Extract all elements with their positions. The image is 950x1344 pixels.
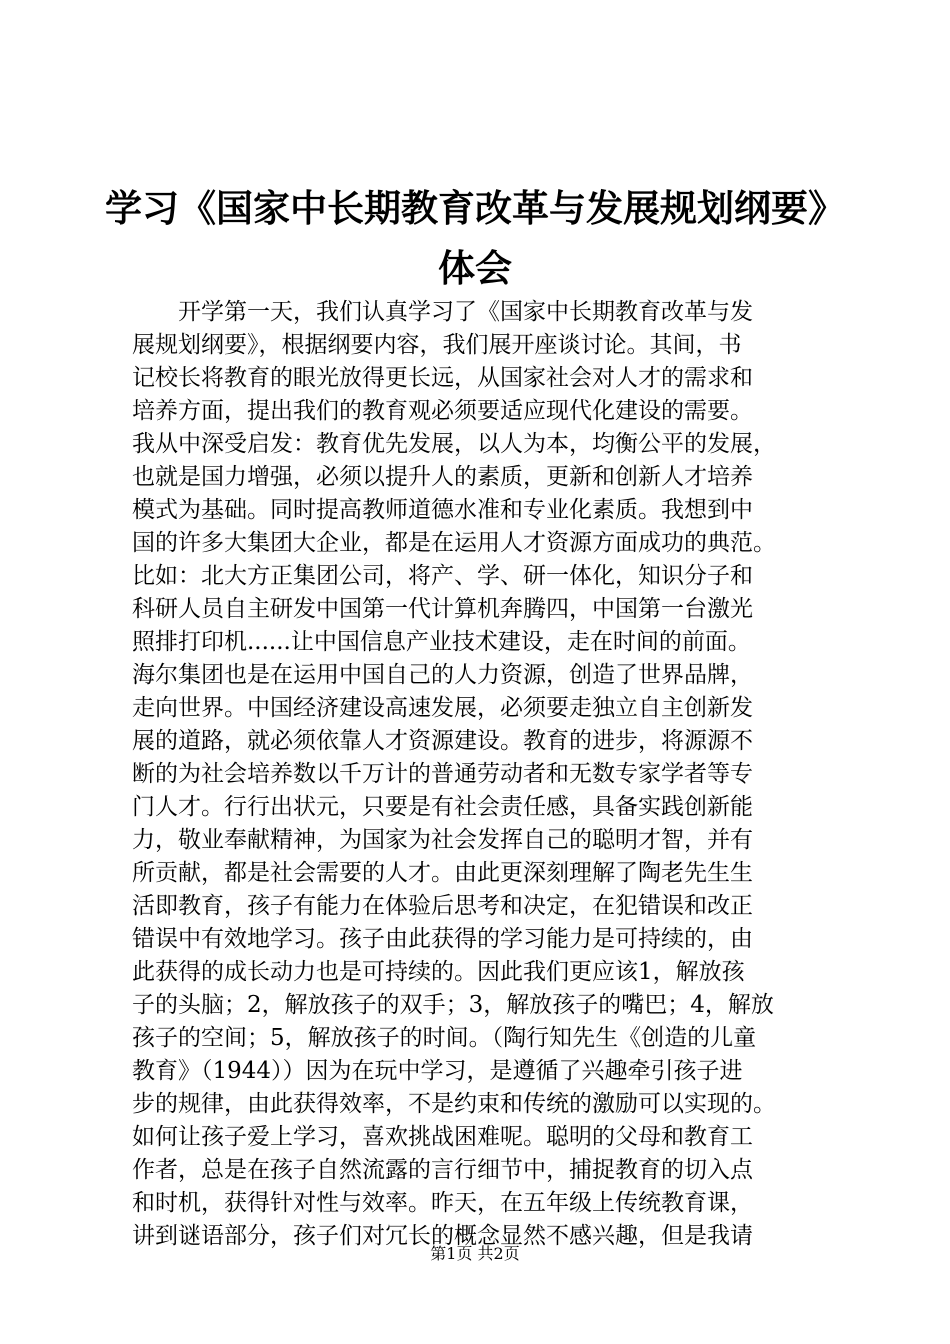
body-paragraph: [132, 296, 852, 1253]
body-line: 子的头脑；2，解放孩子的双手；3，解放孩子的嘴巴；4，解放: [132, 992, 774, 1018]
body-line: 开学第一天，我们认真学习了《国家中长期教育改革与发: [132, 299, 753, 325]
body-line: 门人才。行行出状元，只要是有社会责任感，具备实践创新能: [132, 794, 753, 820]
body-line: 展的道路，就必须依靠人才资源建设。教育的进步，将源源不: [132, 728, 753, 754]
body-line: 断的为社会培养数以千万计的普通劳动者和无数专家学者等专: [132, 761, 753, 787]
body-line: 如何让孩子爱上学习，喜欢挑战困难呢。聪明的父母和教育工: [132, 1124, 753, 1150]
body-line: 国的许多大集团大企业，都是在运用人才资源方面成功的典范。: [132, 530, 776, 556]
body-line: 展规划纲要》，根据纲要内容，我们展开座谈讨论。其间，书: [132, 332, 742, 358]
body-line: 力，敬业奉献精神，为国家为社会发挥自己的聪明才智，并有: [132, 827, 753, 853]
body-line: 培养方面，提出我们的教育观必须要适应现代化建设的需要。: [132, 398, 753, 424]
body-line: 错误中有效地学习。孩子由此获得的学习能力是可持续的，由: [132, 926, 753, 952]
document-title-continuation: 体会: [438, 246, 512, 290]
body-line: 讲到谜语部分，孩子们对冗长的概念显然不感兴趣，但是我请: [132, 1223, 753, 1249]
body-line: 孩子的空间；5，解放孩子的时间。（陶行知先生《创造的儿童: [132, 1025, 757, 1051]
body-line: 科研人员自主研发中国第一代计算机奔腾四，中国第一台激光: [132, 596, 753, 622]
body-line: 作者，总是在孩子自然流露的言行细节中，捕捉教育的切入点: [132, 1157, 753, 1183]
body-line: 和时机，获得针对性与效率。昨天，在五年级上传统教育课，: [132, 1190, 753, 1216]
body-line: 照排打印机......让中国信息产业技术建设，走在时间的前面。: [132, 629, 751, 655]
body-line: 也就是国力增强，必须以提升人的素质，更新和创新人才培养: [132, 464, 753, 490]
body-line: 所贡献，都是社会需要的人才。由此更深刻理解了陶老先生生: [132, 860, 753, 886]
body-line: 模式为基础。同时提高教师道德水准和专业化素质。我想到中: [132, 497, 753, 523]
body-line: 我从中深受启发：教育优先发展，以人为本，均衡公平的发展，: [132, 431, 776, 457]
document-title: 学习《国家中长期教育改革与发展规划纲要》: [105, 186, 845, 230]
page-number-footer: 第1页 共2页: [430, 1244, 520, 1263]
body-line: 步的规律，由此获得效率，不是约束和传统的激励可以实现的。: [132, 1091, 776, 1117]
body-line: 记校长将教育的眼光放得更长远，从国家社会对人才的需求和: [132, 365, 753, 391]
body-line: 活即教育，孩子有能力在体验后思考和决定，在犯错误和改正: [132, 893, 753, 919]
body-line: 走向世界。中国经济建设高速发展，必须要走独立自主创新发: [132, 695, 753, 721]
body-line: 教育》（1944））因为在玩中学习，是遵循了兴趣牵引孩子进: [132, 1058, 743, 1084]
body-line: 此获得的成长动力也是可持续的。因此我们更应该1，解放孩: [132, 959, 745, 985]
body-line: 海尔集团也是在运用中国自己的人力资源，创造了世界品牌，: [132, 662, 753, 688]
body-line: 比如：北大方正集团公司，将产、学、研一体化，知识分子和: [132, 563, 753, 589]
